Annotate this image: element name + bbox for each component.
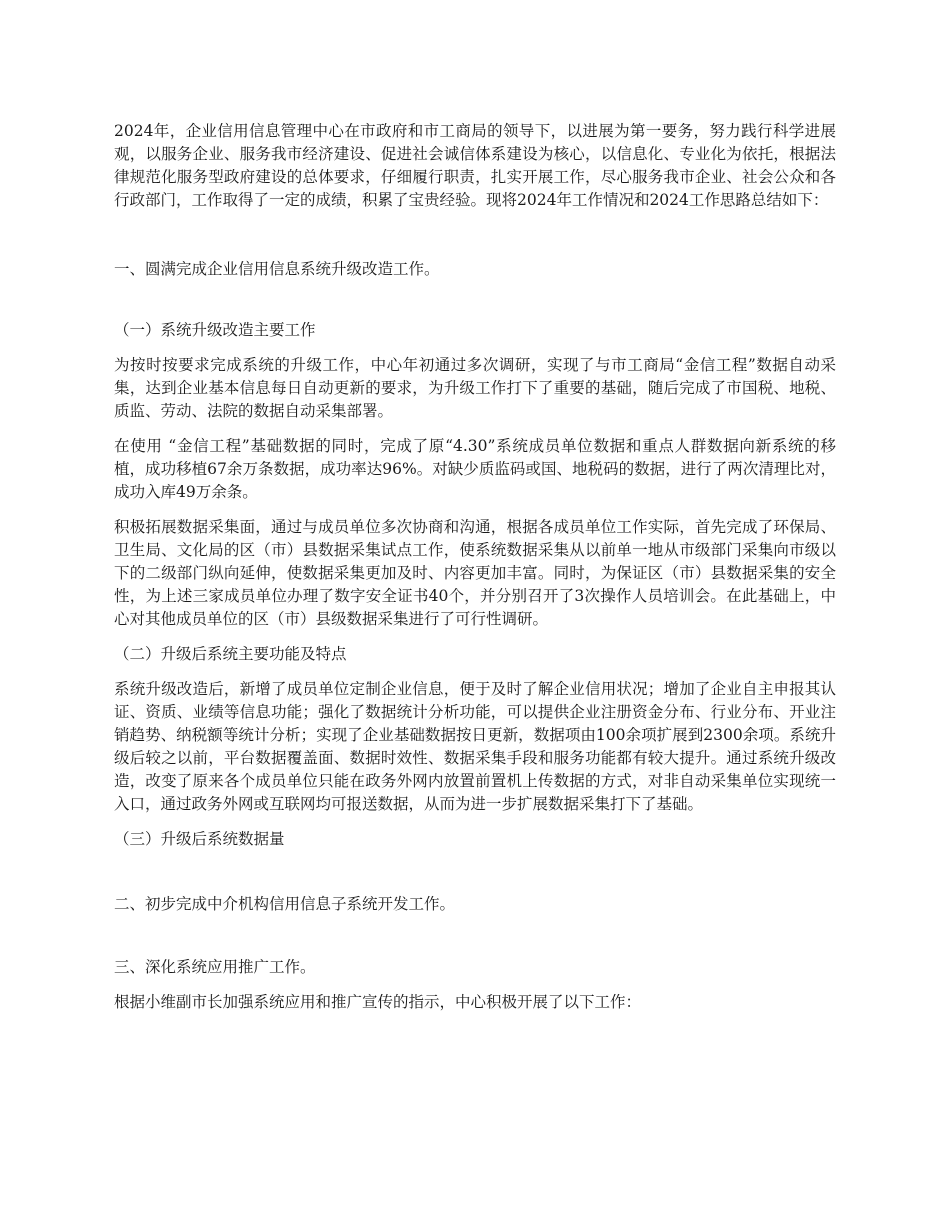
document-page	[114, 120, 836, 1026]
section1-sub2-heading: （二）升级后系统主要功能及特点	[114, 645, 347, 663]
section1-sub2-paragraph-1: 系统升级改造后，新增了成员单位定制企业信息，便于及时了解企业信用状况；增加了企业自主申报其认证、资质、业绩等信息功能；强化了数据统计分析功能，可以提供企业注册资金分布、行业分布、开业注销趋势、纳税额等统计分析；实现了企业基础数据按日更新，数据项由100余项扩展到2300余项。系统升级后较之以前，平台数据覆盖面、数据时效性、数据采集手段和服务功能都有较大提升。通过系统升级改造，改变了原来各个成员单位只能在政务外网内放置前置机上传数据的方式，对非自动采集单位实现统一入口，通过政务外网或互联网均可报送数据，从而为进一步扩展数据采集打下了基础。	[114, 680, 836, 813]
intro-paragraph: 2024年，企业信用信息管理中心在市政府和市工商局的领导下，以进展为第一要务，努力践行科学进展观，以服务企业、服务我市经济建设、促进社会诚信体系建设为核心，以信息化、专业化为依托，根据法律规范化服务型政府建设的总体要求，仔细履行职责，扎实开展工作，尽心服务我市企业、社会公众和各行政部门，工作取得了一定的成绩，积累了宝贵经验。现将2024年工作情况和2024工作思路总结如下：	[114, 122, 836, 209]
section1-heading: 一、圆满完成企业信用信息系统升级改造工作。	[114, 260, 440, 278]
section3-paragraph-1: 根据小维副市长加强系统应用和推广宣传的指示，中心积极开展了以下工作：	[114, 993, 642, 1011]
section2-heading: 二、初步完成中介机构信用信息子系统开发工作。	[114, 895, 456, 913]
section3-heading: 三、深化系统应用推广工作。	[114, 958, 316, 976]
section1-sub1-heading: （一）系统升级改造主要工作	[114, 321, 316, 339]
section1-sub3-heading: （三）升级后系统数据量	[114, 830, 285, 848]
section1-sub1-paragraph-3: 积极拓展数据采集面，通过与成员单位多次协商和沟通，根据各成员单位工作实际，首先完成了环保局、卫生局、文化局的区（市）县数据采集试点工作，使系统数据采集从以前单一地从市级部门采集向市级以下的二级部门纵向延伸，使数据采集更加及时、内容更加丰富。同时，为保证区（市）县数据采集的安全性，为上述三家成员单位办理了数字安全证书40个，并分别召开了3次操作人员培训会。在此基础上，中心对其他成员单位的区（市）县级数据采集进行了可行性调研。	[114, 518, 836, 628]
section1-sub1-paragraph-1: 为按时按要求完成系统的升级工作，中心年初通过多次调研，实现了与市工商局“金信工程”数据自动采集，达到企业基本信息每日自动更新的要求，为升级工作打下了重要的基础，随后完成了市国税、地税、质监、劳动、法院的数据自动采集部署。	[114, 356, 836, 420]
section1-sub1-paragraph-2: 在使用 “金信工程”基础数据的同时，完成了原“4.30”系统成员单位数据和重点人群数据向新系统的移植，成功移植67余万条数据，成功率达96%。对缺少质监码或国、地税码的数据，进行了两次清理比对，成功入库49万余条。	[114, 437, 836, 501]
